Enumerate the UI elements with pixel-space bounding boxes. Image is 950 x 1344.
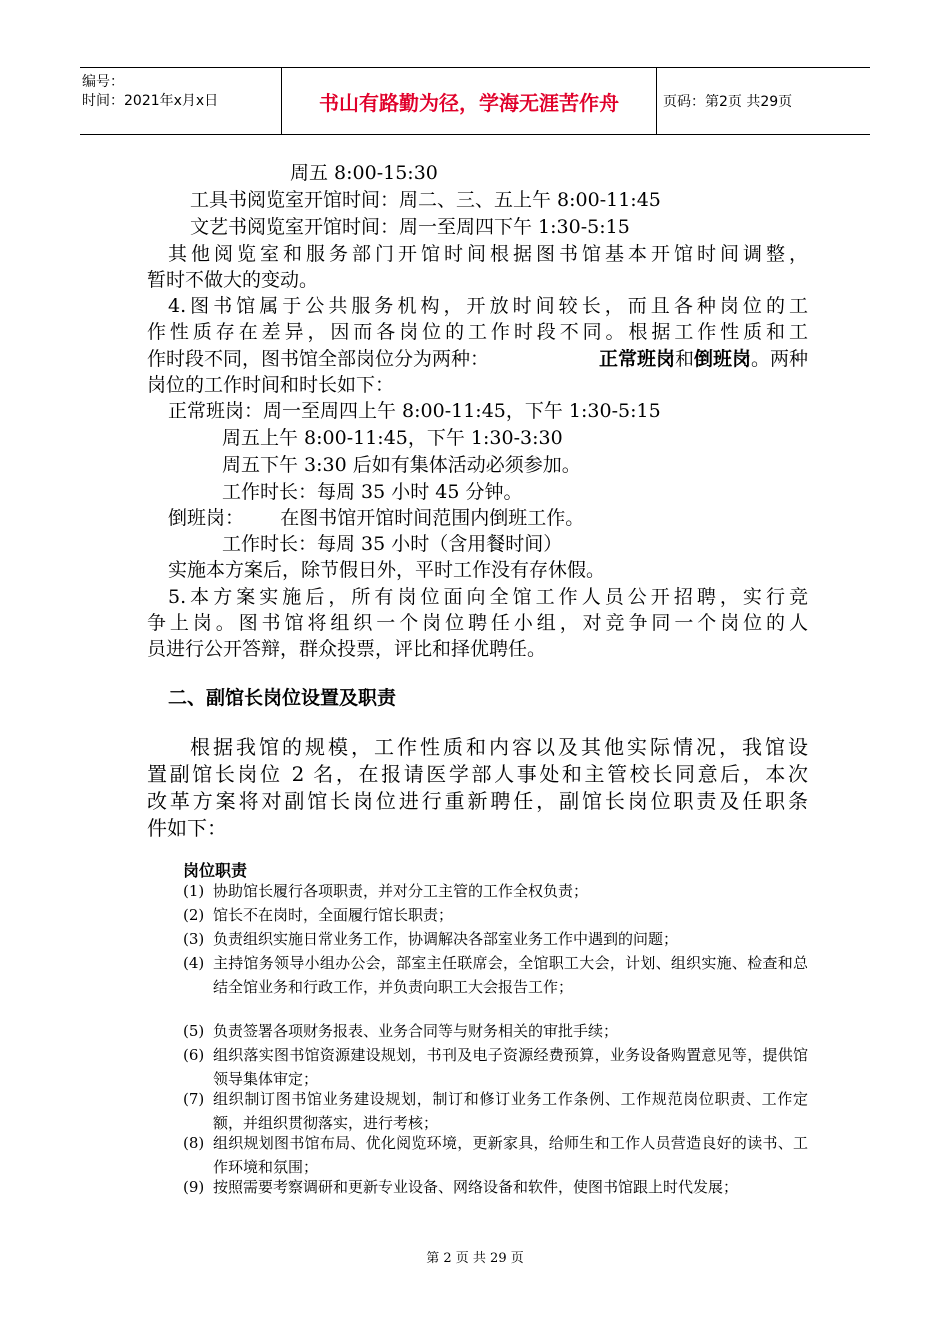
paragraph-line: 根据我馆的规模，工作性质和内容以及其他实际情况，我馆设 — [190, 735, 808, 759]
duty-text: 按照需要考察调研和更新专业设备、网络设备和软件，使图书馆跟上时代发展； — [213, 1178, 739, 1196]
text-line: 工具书阅览室开馆时间：周二、三、五上午 8:00-11:45 — [190, 189, 661, 211]
document-date: 时间：2021年x月x日 — [82, 93, 219, 109]
document-number: 编号： — [82, 74, 124, 90]
duty-item — [183, 903, 808, 927]
page-header — [80, 67, 870, 135]
text-line: 工作时长：每周 35 小时（含用餐时间） — [222, 533, 563, 555]
duty-text: 负责组织实施日常业务工作，协调解决各部室业务工作中遇到的问题； — [213, 930, 679, 948]
text-line: 5.本方案实施后，所有岗位面向全馆工作人员公开招聘，实行竞 — [168, 586, 808, 608]
duty-number: (3) — [183, 930, 205, 948]
duty-text: 负责签署各项财务报表、业务合同等与财务相关的审批手续； — [213, 1022, 619, 1040]
duty-item — [183, 1131, 808, 1179]
text-line: 争上岗。图书馆将组织一个岗位聘任小组，对竞争同一个岗位的人 — [147, 612, 808, 634]
duty-number: (9) — [183, 1178, 205, 1196]
duty-number: (6) — [183, 1046, 205, 1064]
duty-number: (4) — [183, 954, 205, 972]
text-line: 4.图书馆属于公共服务机构，开放时间较长，而且各种岗位的工 — [168, 295, 808, 317]
text-line: 员进行公开答辩，群众投票，评比和择优聘任。 — [147, 638, 547, 660]
paragraph-line: 件如下： — [147, 816, 227, 840]
text-line: 其他阅览室和服务部门开馆时间根据图书馆基本开馆时间调整， — [168, 243, 808, 265]
text-segment: 。两种 — [750, 348, 808, 370]
duty-item — [183, 1175, 808, 1199]
duty-number: (2) — [183, 906, 205, 924]
header-meta — [80, 68, 282, 134]
section-heading: 二、副馆长岗位设置及职责 — [168, 687, 397, 709]
duty-item — [183, 879, 808, 903]
duties-title: 岗位职责 — [183, 861, 248, 880]
text-line: 实施本方案后，除节假日外，平时工作没有存休假。 — [168, 559, 606, 581]
duty-item — [183, 1043, 808, 1091]
text-line: 岗位的工作时间和时长如下： — [147, 374, 395, 396]
duty-item — [183, 1087, 808, 1135]
paragraph-line: 改革方案将对副馆长岗位进行重新聘任，副馆长岗位职责及任职条 — [147, 789, 808, 813]
text-line: 正常班岗：周一至周四上午 8:00-11:45，下午 1:30-5:15 — [168, 400, 661, 422]
text-line: 倒班岗： 在图书馆开馆时间范围内倒班工作。 — [168, 507, 585, 529]
duty-text: 组织落实图书馆资源建设规划，书刊及电子资源经费预算，业务设备购置意见等，提供馆领导集体审定； — [213, 1046, 808, 1088]
header-motto: 书山有路勤为径，学海无涯苦作舟 — [282, 68, 657, 134]
duty-number: (8) — [183, 1134, 205, 1152]
duty-number: (1) — [183, 882, 205, 900]
text-line: 周五上午 8:00-11:45，下午 1:30-3:30 — [222, 427, 563, 449]
duty-number: (7) — [183, 1090, 205, 1108]
duty-text: 组织规划图书馆布局、优化阅览环境，更新家具，给师生和工作人员营造良好的读书、工作环境和氛围； — [213, 1134, 808, 1176]
duty-item — [183, 1019, 808, 1043]
duty-item — [183, 951, 808, 999]
text-line — [147, 346, 808, 372]
duty-text: 主持馆务领导小组办公会，部室主任联席会，全馆职工大会，计划、组织实施、检查和总结全馆业务和行政工作，并负责向职工大会报告工作； — [213, 954, 808, 996]
text-line: 文艺书阅览室开馆时间：周一至周四下午 1:30-5:15 — [190, 216, 630, 238]
duty-text: 馆长不在岗时，全面履行馆长职责； — [213, 906, 454, 924]
text-line: 周五 8:00-15:30 — [290, 162, 438, 184]
page-footer: 第 2 页 共 29 页 — [426, 1251, 524, 1266]
duty-item — [183, 927, 808, 951]
text-line: 作性质存在差异，因而各岗位的工作时段不同。根据工作性质和工 — [147, 321, 808, 343]
paragraph-line: 置副馆长岗位 2 名，在报请医学部人事处和主管校长同意后，本次 — [147, 762, 808, 786]
bold-term-regular-shift: 正常班岗 — [598, 348, 675, 370]
duty-text: 协助馆长履行各项职责，并对分工主管的工作全权负责； — [213, 882, 589, 900]
text-segment: 作时段不同，图书馆全部岗位分为两种： — [147, 348, 490, 370]
header-page-number: 页码：第2页 共29页 — [663, 94, 793, 110]
bold-term-rotating-shift: 倒班岗 — [693, 348, 751, 370]
text-line: 工作时长：每周 35 小时 45 分钟。 — [222, 481, 523, 503]
text-line: 暂时不做大的变动。 — [147, 269, 319, 291]
duty-number: (5) — [183, 1022, 205, 1040]
text-line: 周五下午 3:30 后如有集体活动必须参加。 — [222, 454, 581, 476]
duty-text: 组织制订图书馆业务建设规划，制订和修订业务工作条例、工作规范岗位职责、工作定额，并组织贯彻落实，进行考核； — [213, 1090, 808, 1132]
text-segment: 和 — [674, 348, 694, 370]
